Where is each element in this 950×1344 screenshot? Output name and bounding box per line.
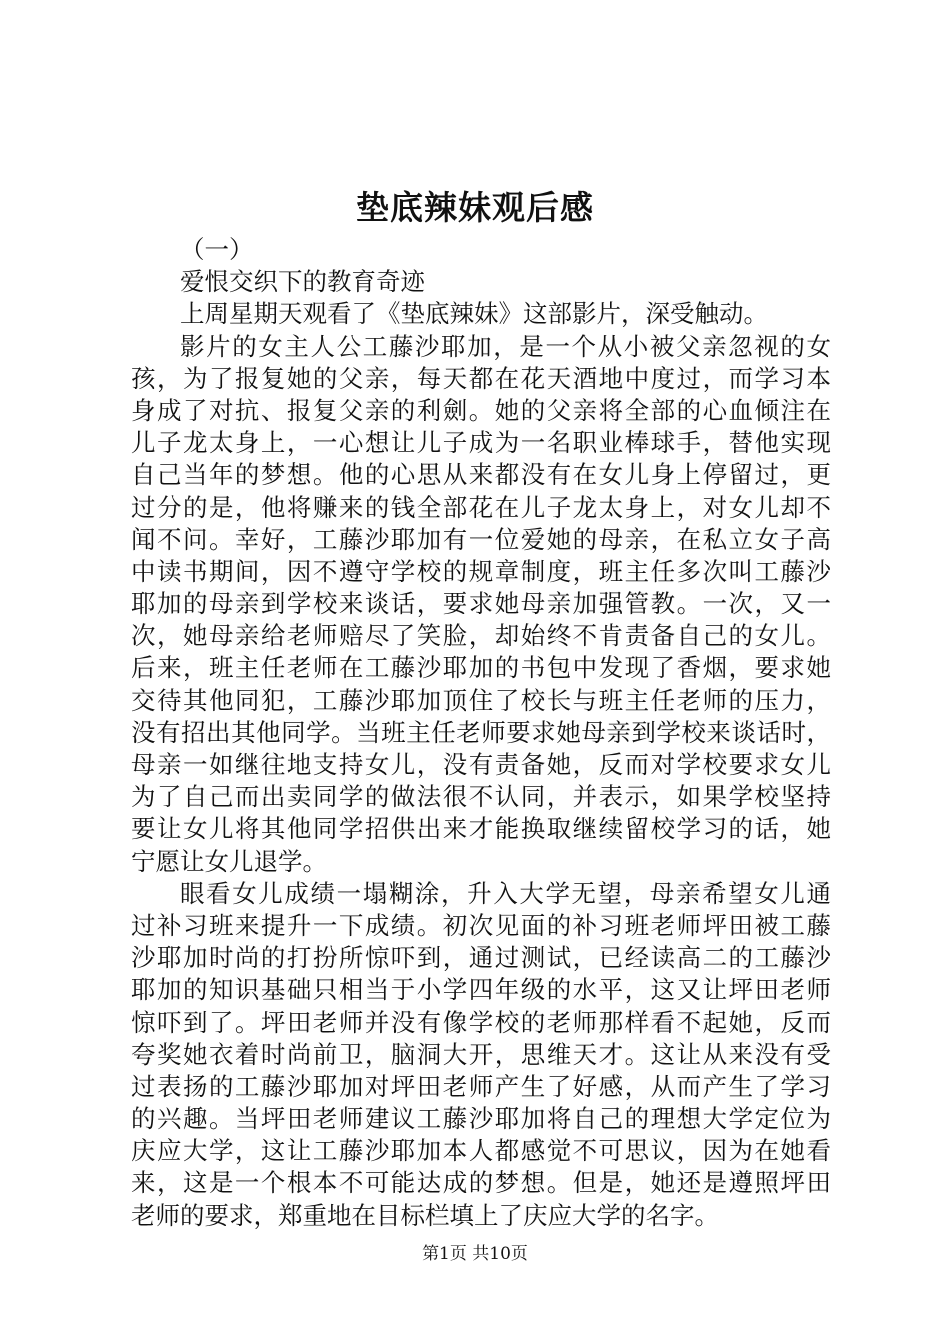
- text-line: 次，她母亲给老师赔尽了笑脸，却始终不肯责备自己的女儿。: [131, 621, 831, 651]
- text-line: 为了自己而出卖同学的做法很不认同，并表示，如果学校坚持: [131, 782, 831, 812]
- text-line: 宁愿让女儿退学。: [131, 846, 327, 876]
- page-footer: 第1页 共10页: [422, 1244, 528, 1264]
- text-line: 惊吓到了。坪田老师并没有像学校的老师那样看不起她，反而: [131, 1007, 831, 1037]
- text-line: 来，这是一个根本不可能达成的梦想。但是，她还是遵照坪田: [131, 1168, 831, 1198]
- text-line: 母亲一如继往地支持女儿，没有责备她，反而对学校要求女儿: [131, 750, 831, 779]
- document-body: [131, 234, 831, 1232]
- text-line: 爱恨交织下的教育奇迹: [180, 267, 425, 297]
- text-line: 的兴趣。当坪田老师建议工藤沙耶加将自己的理想大学定位为: [131, 1104, 831, 1134]
- text-line: 没有招出其他同学。当班主任老师要求她母亲到学校来谈话时，: [131, 717, 831, 747]
- text-line: 庆应大学，这让工藤沙耶加本人都感觉不可思议，因为在她看: [131, 1136, 831, 1166]
- text-line: 孩，为了报复她的父亲，每天都在花天酒地中度过，而学习本: [131, 363, 831, 393]
- text-line: 夸奖她衣着时尚前卫，脑洞大开，思维天才。这让从来没有受: [131, 1039, 831, 1069]
- text-line: 过分的是，他将赚来的钱全部花在儿子龙太身上，对女儿却不: [131, 492, 831, 522]
- text-line: 自己当年的梦想。他的心思从来都没有在女儿身上停留过，更: [131, 460, 831, 490]
- text-line: 影片的女主人公工藤沙耶加，是一个从小被父亲忽视的女: [180, 331, 831, 361]
- text-line: 沙耶加时尚的打扮所惊吓到，通过测试，已经读高二的工藤沙: [131, 943, 831, 973]
- text-line: 过补习班来提升一下成绩。初次见面的补习班老师坪田被工藤: [131, 910, 831, 940]
- text-line: 耶加的知识基础只相当于小学四年级的水平，这又让坪田老师: [131, 975, 831, 1005]
- text-line: 中读书期间，因不遵守学校的规章制度，班主任多次叫工藤沙: [131, 556, 831, 586]
- text-line: 儿子龙太身上，一心想让儿子成为一名职业棒球手，替他实现: [131, 428, 831, 458]
- text-line: 眼看女儿成绩一塌糊涂，升入大学无望，母亲希望女儿通: [180, 878, 831, 908]
- text-line: 要让女儿将其他同学招供出来才能换取继续留校学习的话，她: [131, 814, 831, 844]
- text-line: 身成了对抗、报复父亲的利劍。她的父亲将全部的心血倾注在: [131, 395, 831, 425]
- text-line: 老师的要求，郑重地在目标栏填上了庆应大学的名字。: [131, 1200, 719, 1230]
- text-line: 耶加的母亲到学校来谈话，要求她母亲加强管教。一次，又一: [131, 589, 831, 619]
- text-line: 后来，班主任老师在工藤沙耶加的书包中发现了香烟，要求她: [131, 653, 831, 683]
- document-title: 垫底辣妹观后感: [356, 188, 594, 227]
- text-line: 过表扬的工藤沙耶加对坪田老师产生了好感，从而产生了学习: [131, 1071, 831, 1101]
- text-line: 上周星期天观看了《垫底辣妹》这部影片，深受触动。: [180, 299, 768, 329]
- text-line: （一）: [180, 235, 254, 264]
- text-line: 闻不问。幸好，工藤沙耶加有一位爱她的母亲，在私立女子高: [131, 524, 831, 554]
- text-line: 交待其他同犯，工藤沙耶加顶住了校长与班主任老师的压力，: [131, 685, 831, 715]
